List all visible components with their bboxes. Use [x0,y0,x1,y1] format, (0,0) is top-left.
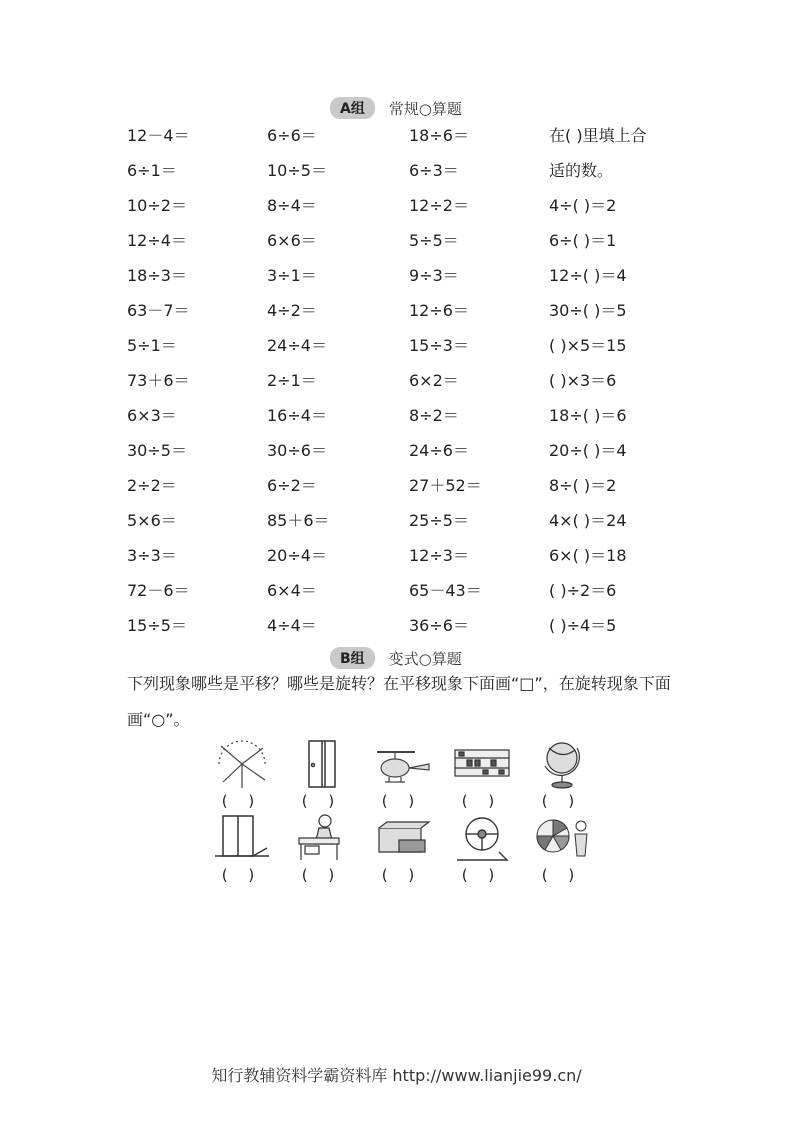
answer-blank[interactable]: ( ) [301,866,343,884]
picture-item [210,812,274,884]
abacus-icon [451,738,513,790]
exercise-row [127,368,687,403]
exercise-item: 30÷5＝ [127,441,187,460]
exercise-item: ( )÷2＝6 [549,581,617,600]
exercise-row [127,193,687,228]
exercise-item: 2÷1＝ [267,371,317,390]
exercise-item: 4÷2＝ [267,301,317,320]
exercise-item: 18÷3＝ [127,266,187,285]
exercise-item: 27＋52＝ [409,476,482,495]
answer-blank[interactable]: ( ) [461,866,503,884]
answer-blank[interactable]: ( ) [301,792,343,810]
exercise-item: 8÷4＝ [267,196,317,215]
exercise-item: 6×2＝ [409,371,459,390]
exercise-item: 20÷4＝ [267,546,327,565]
exercise-item: 6×3＝ [127,406,177,425]
exercise-item: 9÷3＝ [409,266,459,285]
exercise-item: 18÷( )＝6 [549,406,627,425]
picture-item [210,738,274,810]
exercise-item: 6×( )＝18 [549,546,627,565]
exercise-item: 4÷4＝ [267,616,317,635]
exercise-item: 65－43＝ [409,581,482,600]
answer-blank[interactable]: ( ) [221,792,263,810]
exercise-item: 18÷6＝ [409,126,469,145]
exercise-item: 6÷1＝ [127,161,177,180]
exercise-item: 12÷6＝ [409,301,469,320]
exercise-item: 4÷( )＝2 [549,196,617,215]
instruction-text: 下列现象哪些是平移？哪些是旋转？在平移现象下面画“□”，在旋转现象下面画“○”。 [127,674,671,729]
spinner-icon [531,812,593,864]
exercise-grid [127,123,687,648]
answer-blank[interactable]: ( ) [541,866,583,884]
answer-blank[interactable]: ( ) [461,792,503,810]
exercise-item: 10÷2＝ [127,196,187,215]
section-a-badge: A组 [330,97,375,119]
exercise-row [127,263,687,298]
picture-item [370,738,434,810]
sliding-door-icon [211,812,273,864]
exercise-item: 8÷2＝ [409,406,459,425]
picture-item [370,812,434,884]
answer-blank[interactable]: ( ) [381,866,423,884]
exercise-item: 16÷4＝ [267,406,327,425]
exercise-item: 适的数。 [549,161,614,180]
exercise-item: 30÷6＝ [267,441,327,460]
exercise-item: 15÷5＝ [127,616,187,635]
steering-wheel-icon [451,812,513,864]
picture-item [290,812,354,884]
exercise-item: 12÷4＝ [127,231,187,250]
exercise-item: 20÷( )＝4 [549,441,627,460]
exercise-item: 10÷5＝ [267,161,327,180]
picture-item [290,738,354,810]
exercise-item: 5÷1＝ [127,336,177,355]
picture-item [450,812,514,884]
exercise-item: 85＋6＝ [267,511,330,530]
section-a-header [330,97,462,119]
exercise-item: 72－6＝ [127,581,190,600]
exercise-item: 6÷2＝ [267,476,317,495]
exercise-item: 12÷2＝ [409,196,469,215]
windmill-icon [211,738,273,790]
section-b-badge: B组 [330,647,375,669]
exercise-row [127,333,687,368]
answer-blank[interactable]: ( ) [381,792,423,810]
answer-blank[interactable]: ( ) [221,866,263,884]
exercise-row [127,543,687,578]
exercise-item: 24÷6＝ [409,441,469,460]
exercise-item: 12÷( )＝4 [549,266,627,285]
exercise-item: 6×6＝ [267,231,317,250]
exercise-item: ( )×5＝15 [549,336,627,355]
exercise-item: 3÷1＝ [267,266,317,285]
drawer-desk-icon [291,812,353,864]
exercise-item: ( )×3＝6 [549,371,617,390]
exercise-row [127,228,687,263]
exercise-item: 3÷3＝ [127,546,177,565]
exercise-row [127,438,687,473]
exercise-item: 5÷5＝ [409,231,459,250]
exercise-item: 6÷( )＝1 [549,231,617,250]
exercise-item: 4×( )＝24 [549,511,627,530]
exercise-item: 6÷3＝ [409,161,459,180]
exercise-item: 25÷5＝ [409,511,469,530]
exercise-row [127,473,687,508]
picture-row-2 [210,812,594,884]
door-icon [291,738,353,790]
exercise-row [127,578,687,613]
answer-blank[interactable]: ( ) [541,792,583,810]
exercise-item: 8÷( )＝2 [549,476,617,495]
exercise-item: 12－4＝ [127,126,190,145]
exercise-item: 6÷6＝ [267,126,317,145]
picture-item [530,738,594,810]
exercise-row [127,298,687,333]
exercise-item: ( )÷4＝5 [549,616,617,635]
picture-item [450,738,514,810]
exercise-item: 6×4＝ [267,581,317,600]
exercise-row [127,158,687,193]
globe-icon [531,738,593,790]
exercise-item: 12÷3＝ [409,546,469,565]
helicopter-icon [371,738,433,790]
exercise-item: 73＋6＝ [127,371,190,390]
footer-text: 知行教辅资料学霸资料库 http://www.lianjie99.cn/ [211,1066,582,1085]
exercise-row [127,613,687,648]
exercise-row [127,123,687,158]
drawer-icon [371,812,433,864]
exercise-row [127,508,687,543]
section-b-title: 变式○算题 [388,649,462,668]
exercise-item: 24÷4＝ [267,336,327,355]
exercise-item: 15÷3＝ [409,336,469,355]
section-a-title: 常规○算题 [388,99,462,118]
picture-row-1 [210,738,594,810]
exercise-item: 在( )里填上合 [549,126,647,145]
picture-item [530,812,594,884]
exercise-item: 63－7＝ [127,301,190,320]
exercise-item: 5×6＝ [127,511,177,530]
exercise-item: 30÷( )＝5 [549,301,627,320]
exercise-item: 2÷2＝ [127,476,177,495]
exercise-item: 36÷6＝ [409,616,469,635]
exercise-row [127,403,687,438]
